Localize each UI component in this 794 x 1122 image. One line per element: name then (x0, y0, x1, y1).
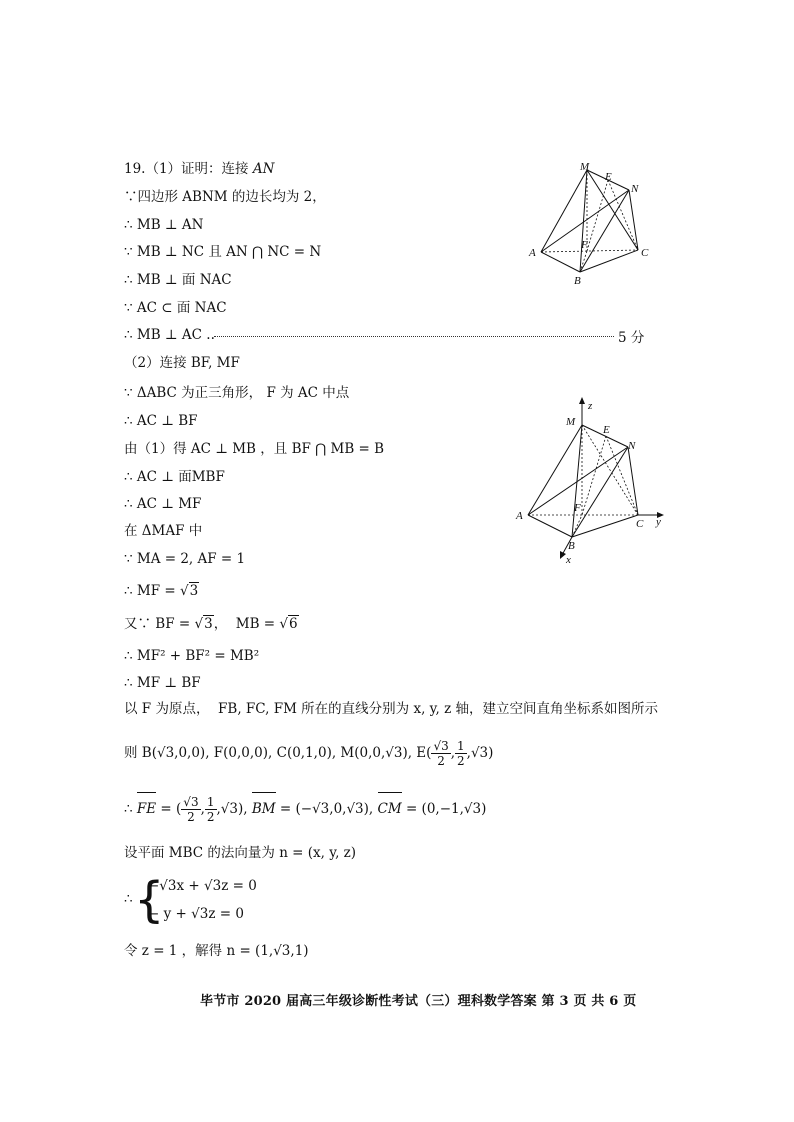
p2-line5: ∴ AC ⊥ 面MBF (124, 469, 225, 485)
page-footer: 毕节市 2020 届高三年级诊断性考试（三）理科数学答案 第 3 页 共 6 页 (200, 994, 637, 1009)
p2-line2: ∵ ΔABC 为正三角形， F 为 AC 中点 (124, 385, 350, 401)
fig2-label-z: z (588, 400, 593, 412)
p1-line6: ∴ MB ⊥ AC .. (124, 327, 215, 343)
p2-line12: ∴ MF ⊥ BF (124, 675, 201, 691)
coords-line: 则 B(√3,0,0), F(0,0,0), C(0,1,0), M(0,0,√3), E( $\frac{√3}{2}$ , $\frac{1}{2}$ ,√3) (124, 739, 494, 768)
p2-line4: 由（1）得 AC ⊥ MB ，且 BF ⋂ MB = B (124, 441, 385, 457)
fig1-label-A: A (529, 247, 536, 259)
fig2-label-A: A (516, 510, 523, 522)
dotted-leader (214, 336, 614, 337)
problem-header: 19.（1）证明：连接 AN (124, 161, 275, 177)
figure2-coordinate-pyramid (510, 395, 670, 570)
system-brace: { (134, 872, 165, 928)
fig1-label-M: M (580, 161, 590, 173)
p2-line6: ∴ AC ⊥ MF (124, 496, 202, 512)
p2-line10: 又∵ BF = √3， MB = √6 (124, 616, 298, 632)
p2-line11: ∴ MF² + BF² = MB² (124, 648, 260, 664)
fig2-label-B: B (568, 540, 575, 552)
fig1-label-N: N (631, 183, 639, 195)
p2-line7: 在 ΔMAF 中 (124, 523, 203, 539)
score-label: 5 分 (618, 330, 645, 346)
p1-line3: ∵ MB ⊥ NC 且 AN ⋂ NC = N (124, 244, 322, 260)
fig2-label-N: N (628, 440, 636, 452)
fig2-label-y: y (656, 516, 661, 528)
p2-line1: （2）连接 BF, MF (124, 355, 240, 371)
figure1-pyramid (525, 160, 665, 290)
fig1-label-F: F (581, 239, 588, 251)
fig2-label-C: C (636, 518, 644, 530)
p1-line1: ∵四边形 ABNM 的边长均为 2， (124, 189, 326, 205)
fig2-label-F: F (574, 502, 581, 514)
fig2-label-x: x (566, 554, 571, 566)
system-eq2: − y + √3z = 0 (148, 906, 244, 922)
p2-line3: ∴ AC ⊥ BF (124, 413, 198, 429)
fig2-label-E: E (603, 424, 610, 436)
fig2-label-M: M (566, 416, 576, 428)
fig1-label-C: C (641, 247, 649, 259)
system-therefore: ∴ (124, 891, 133, 907)
normal-line: 设平面 MBC 的法向量为 n = (x, y, z) (124, 845, 357, 861)
vectors-line: ∴ FE = ( $\frac{√3}{2}$ , $\frac{1}{2}$ ,√3), BM = (−√3,0,√3), CM = (0,−1,√3) (124, 792, 486, 824)
fig1-label-B: B (574, 275, 581, 287)
p1-line4: ∴ MB ⊥ 面 NAC (124, 272, 232, 288)
system-eq1: −√3x + √3z = 0 (148, 878, 257, 894)
solve-line: 令 z = 1 ，解得 n = (1,√3,1) (124, 943, 309, 959)
p1-line5: ∵ AC ⊂ 面 NAC (124, 300, 227, 316)
p2-line13: 以 F 为原点， FB, FC, FM 所在的直线分别为 x, y, z 轴，建立空间直角坐标系如图所示 (124, 701, 658, 717)
p1-line2: ∴ MB ⊥ AN (124, 217, 204, 233)
p2-line8: ∵ MA = 2, AF = 1 (124, 551, 246, 567)
p2-line9: ∴ MF = √3 (124, 583, 199, 599)
fig1-label-E: E (605, 171, 612, 183)
